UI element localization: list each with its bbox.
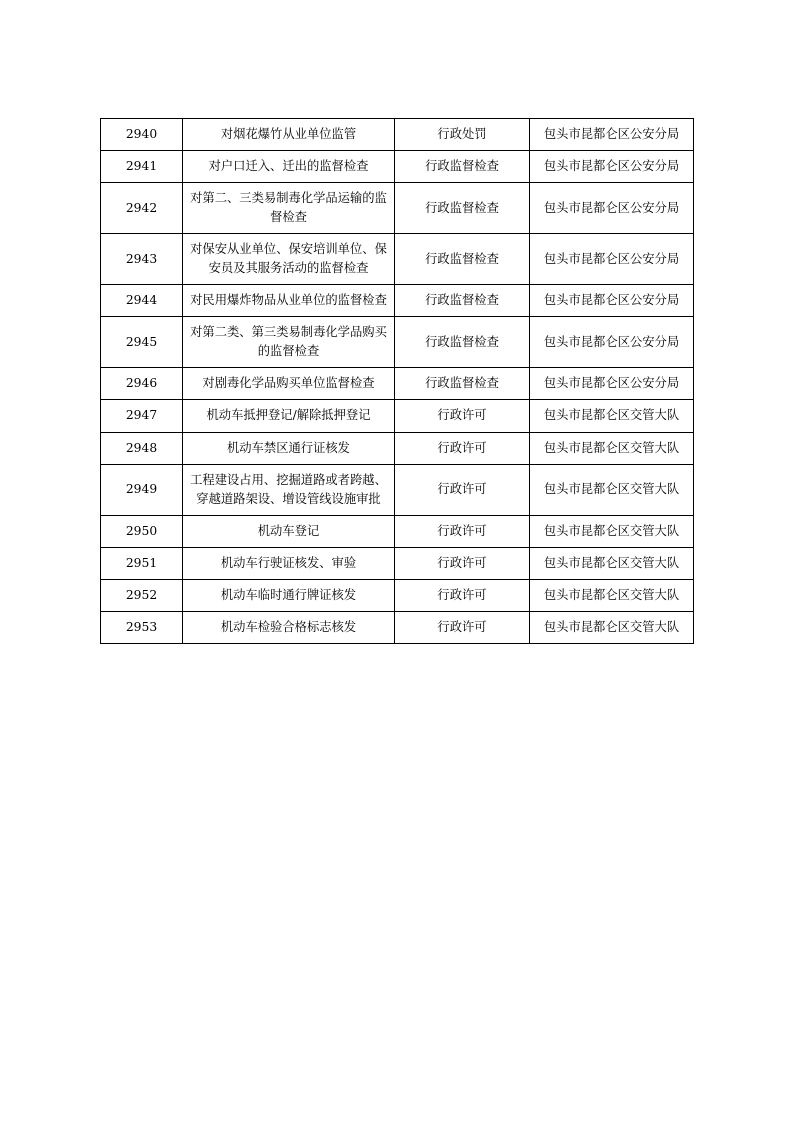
- table-row: [101, 234, 694, 285]
- cell-org: 包头市昆都仑区交管大队: [530, 464, 694, 515]
- cell-name: 对第二、三类易制毒化学品运输的监督检查: [183, 183, 395, 234]
- cell-id: 2946: [101, 368, 183, 400]
- cell-org: 包头市昆都仑区公安分局: [530, 234, 694, 285]
- cell-type: 行政许可: [395, 515, 530, 547]
- table-row: [101, 151, 694, 183]
- cell-type: 行政处罚: [395, 119, 530, 151]
- cell-name: 对保安从业单位、保安培训单位、保安员及其服务活动的监督检查: [183, 234, 395, 285]
- cell-type: 行政监督检查: [395, 285, 530, 317]
- cell-id: 2943: [101, 234, 183, 285]
- cell-type: 行政许可: [395, 611, 530, 643]
- cell-id: 2940: [101, 119, 183, 151]
- cell-org: 包头市昆都仑区公安分局: [530, 285, 694, 317]
- cell-type: 行政监督检查: [395, 234, 530, 285]
- cell-org: 包头市昆都仑区交管大队: [530, 432, 694, 464]
- table-row: [101, 579, 694, 611]
- cell-name: 对户口迁入、迁出的监督检查: [183, 151, 395, 183]
- table-row: [101, 432, 694, 464]
- cell-id: 2951: [101, 547, 183, 579]
- cell-type: 行政许可: [395, 547, 530, 579]
- table-row: [101, 464, 694, 515]
- cell-name: 机动车禁区通行证核发: [183, 432, 395, 464]
- cell-org: 包头市昆都仑区公安分局: [530, 368, 694, 400]
- cell-type: 行政监督检查: [395, 151, 530, 183]
- cell-name: 机动车行驶证核发、审验: [183, 547, 395, 579]
- cell-org: 包头市昆都仑区交管大队: [530, 400, 694, 432]
- table-row: [101, 368, 694, 400]
- cell-type: 行政许可: [395, 432, 530, 464]
- cell-name: 工程建设占用、挖掘道路或者跨越、穿越道路架设、增设管线设施审批: [183, 464, 395, 515]
- cell-id: 2942: [101, 183, 183, 234]
- cell-id: 2953: [101, 611, 183, 643]
- table-body: [101, 119, 694, 644]
- cell-id: 2945: [101, 317, 183, 368]
- cell-name: 机动车抵押登记/解除抵押登记: [183, 400, 395, 432]
- cell-name: 机动车登记: [183, 515, 395, 547]
- cell-org: 包头市昆都仑区交管大队: [530, 547, 694, 579]
- cell-org: 包头市昆都仑区交管大队: [530, 579, 694, 611]
- cell-name: 对民用爆炸物品从业单位的监督检查: [183, 285, 395, 317]
- table-row: [101, 285, 694, 317]
- table-row: [101, 183, 694, 234]
- cell-org: 包头市昆都仑区公安分局: [530, 317, 694, 368]
- cell-type: 行政监督检查: [395, 183, 530, 234]
- table-row: [101, 119, 694, 151]
- cell-type: 行政许可: [395, 579, 530, 611]
- cell-type: 行政监督检查: [395, 317, 530, 368]
- cell-name: 对烟花爆竹从业单位监管: [183, 119, 395, 151]
- table-row: [101, 611, 694, 643]
- cell-id: 2941: [101, 151, 183, 183]
- cell-id: 2949: [101, 464, 183, 515]
- cell-id: 2947: [101, 400, 183, 432]
- table-row: [101, 547, 694, 579]
- cell-name: 对第二类、第三类易制毒化学品购买的监督检查: [183, 317, 395, 368]
- cell-id: 2948: [101, 432, 183, 464]
- table-row: [101, 400, 694, 432]
- cell-type: 行政许可: [395, 400, 530, 432]
- cell-org: 包头市昆都仑区公安分局: [530, 151, 694, 183]
- cell-org: 包头市昆都仑区公安分局: [530, 119, 694, 151]
- cell-org: 包头市昆都仑区交管大队: [530, 611, 694, 643]
- cell-name: 机动车临时通行牌证核发: [183, 579, 395, 611]
- table-row: [101, 317, 694, 368]
- cell-type: 行政监督检查: [395, 368, 530, 400]
- cell-id: 2952: [101, 579, 183, 611]
- cell-id: 2944: [101, 285, 183, 317]
- cell-org: 包头市昆都仑区交管大队: [530, 515, 694, 547]
- cell-type: 行政许可: [395, 464, 530, 515]
- cell-name: 对剧毒化学品购买单位监督检查: [183, 368, 395, 400]
- table-row: [101, 515, 694, 547]
- power-list-table: [100, 118, 694, 644]
- cell-org: 包头市昆都仑区公安分局: [530, 183, 694, 234]
- cell-name: 机动车检验合格标志核发: [183, 611, 395, 643]
- cell-id: 2950: [101, 515, 183, 547]
